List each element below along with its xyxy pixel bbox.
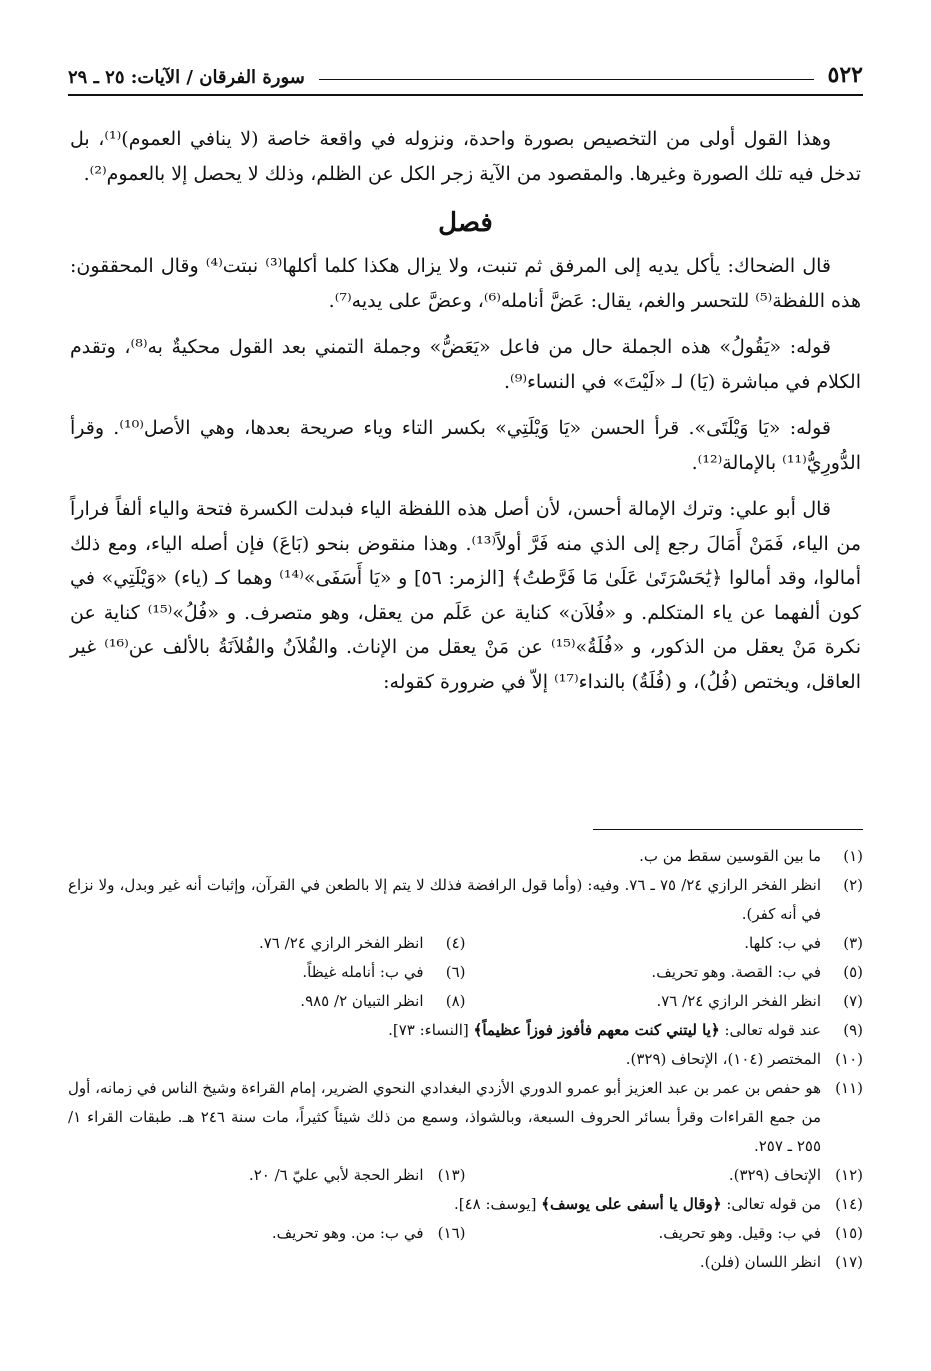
quran-quote: ﴿يا ليتني كنت معهم فأفوز فوزاً عظيماً﴾	[473, 1021, 720, 1039]
footnote-text: انظر الفخر الرازي ٢٤/ ٧٦.	[656, 992, 821, 1010]
footnote-text: المختصر (١٠٤)، الإتحاف (٣٢٩).	[625, 1050, 821, 1068]
footnote-lead: من قوله تعالى:	[726, 1195, 821, 1213]
footnote-text: انظر الفخر الرازي ٢٤/ ٧٥ ـ ٧٦. وفيه: (وأما قول الرافضة فذلك لا يتم إلا بالطعن في القرآن، وإثبات أنه غير وبدل، ولا نزاع في أنه كفر).	[68, 876, 821, 923]
footnote-number: (١١)	[835, 1079, 863, 1097]
footnote-text: انظر الحجة لأبي عليّ ٦/ ٢٠.	[248, 1166, 424, 1184]
footnote	[68, 842, 863, 871]
footnote-lead: عند قوله تعالى:	[724, 1021, 821, 1039]
footnote-row	[68, 1219, 863, 1248]
footnote-separator	[593, 829, 863, 830]
footnote-number: (٥)	[843, 963, 863, 981]
running-header	[68, 52, 863, 96]
footnote-row	[68, 929, 863, 958]
footnote-number: (٨)	[445, 992, 466, 1010]
footnote-number: (١٣)	[437, 1166, 466, 1184]
footnote	[68, 958, 466, 987]
paragraph-4: قوله: «يَا وَيْلَتَى». قرأ الحسن «يَا وَيْلَتِي» بكسر التاء وياء صريحة بعدها، وهي الأصل⁽¹⁰⁾. وقرأ الدُّورِيُّ⁽¹¹⁾ بالإمالة⁽¹²⁾.	[70, 417, 861, 474]
footnote-number: (٤)	[445, 934, 466, 952]
footnote-number: (٩)	[843, 1021, 863, 1039]
footnote-citation: [النساء: ٧٣].	[388, 1021, 469, 1039]
footnote-number: (٢)	[843, 876, 863, 894]
section-heading: فصل	[438, 208, 493, 238]
footnote	[68, 1016, 863, 1045]
footnote-row	[68, 1161, 863, 1190]
footnote	[68, 1248, 863, 1277]
footnote	[466, 958, 864, 987]
paragraph-1: وهذا القول أولى من التخصيص بصورة واحدة، ونزوله في واقعة خاصة (لا ينافي العموم)⁽¹⁾، بل تدخل فيه تلك الصورة وغيرها. والمقصود من الآية زجر الكل عن الظلم، وذلك لا يحصل إلا بالعموم⁽²⁾.	[70, 128, 861, 185]
footnote	[68, 987, 466, 1016]
footnote-number: (٧)	[843, 992, 863, 1010]
footnote-text	[68, 1016, 821, 1045]
footnote	[68, 1219, 466, 1248]
footnote-text: في ب: كلها.	[744, 934, 821, 952]
footnote	[68, 1045, 863, 1074]
footnote	[68, 929, 466, 958]
paragraph-5: قال أبو علي: وترك الإمالة أحسن، لأن أصل هذه اللفظة الياء فبدلت الكسرة فتحة والياء ألفاً فراراً من الياء، فَمَنْ أَمَالَ رجع إلى الذي منه فَرَّ أولاً⁽¹³⁾. وهذا منقوض بنحو (بَاعَ) فإن أصله الياء، ومع ذلك أمالوا، وقد أمالوا ﴿يَٰحَسْرَتَىٰ عَلَىٰ مَا فَرَّطتُ﴾ [الزمر: ٥٦] و «يَا أَسَفَى»⁽¹⁴⁾ وهما كـ (ياء) «وَيْلَتِي» في كون ألفهما عن ياء المتكلم. و «فُلاَن» كناية عن عَلَم من يعقل، وهو متصرف. و «فُلُ»⁽¹⁵⁾ كناية عن نكرة مَنْ يعقل من الذكور، و «فُلَةُ»⁽¹⁵⁾ عن مَنْ يعقل من الإناث. والفُلاَنُ والفُلاَنَةُ بالألف عن⁽¹⁶⁾ غير العاقل، ويختص (فُلُ)، و (فُلَةُ) بالنداء⁽¹⁷⁾ إلاّ في ضرورة كقوله:	[70, 498, 862, 693]
footnote-number: (١٧)	[835, 1253, 863, 1271]
paragraph-2: قال الضحاك: يأكل يديه إلى المرفق ثم تنبت، ولا يزال هكذا كلما أكلها⁽³⁾ نبتت⁽⁴⁾ وقال المحققون: هذه اللفظة⁽⁵⁾ للتحسر والغم، يقال: عَضَّ أنامله⁽⁶⁾، وعضَّ على يديه⁽⁷⁾.	[70, 255, 861, 312]
footnote-text: الإتحاف (٣٢٩).	[728, 1166, 821, 1184]
footnote-citation: [يوسف: ٤٨].	[453, 1195, 537, 1213]
footnote	[466, 1219, 864, 1248]
footnote	[68, 1074, 863, 1161]
footnote	[466, 1161, 864, 1190]
footnote-number: (١)	[843, 847, 863, 865]
footnote-text: في ب: أنامله غيظاً.	[302, 963, 424, 981]
footnote-row	[68, 987, 863, 1016]
footnote-text: انظر التبيان ٢/ ٩٨٥.	[300, 992, 424, 1010]
footnote-text: انظر الفخر الرازي ٢٤/ ٧٦.	[258, 934, 424, 952]
quran-quote: ﴿وقال يا أسفى على يوسف﴾	[541, 1195, 722, 1213]
footnote-number: (١٦)	[437, 1224, 466, 1242]
footnote	[466, 929, 864, 958]
footnote-text: انظر اللسان (فلن).	[699, 1253, 821, 1271]
footnote-text: هو حفص بن عمر بن عبد العزيز أبو عمرو الدوري الأزدي البغدادي النحوي الضرير، إمام القراءة وشيخ الناس في زمانه، أول من جمع القراءات وقرأ بسائر الحروف السبعة، وبالشواذ، وسمع من ذلك شيئاً كثيراً، مات سنة ٢٤٦ هـ. طبقات القراء ١/ ٢٥٥ ـ ٢٥٧.	[68, 1079, 821, 1155]
footnote-text	[68, 1190, 821, 1219]
footnote-text: في ب: القصة. وهو تحريف.	[651, 963, 821, 981]
footnote	[68, 1161, 466, 1190]
footnote-row	[68, 958, 863, 987]
footnote-number: (١٤)	[835, 1195, 863, 1213]
paragraph-3: قوله: «يَقُولُ» هذه الجملة حال من فاعل «يَعَضُّ» وجملة التمني بعد القول محكيةٌ به⁽⁸⁾، وتقدم الكلام في مباشرة (يَا) لـ «لَيْتَ» في النساء⁽⁹⁾.	[70, 336, 861, 393]
header-rule	[319, 79, 814, 80]
footnote-number: (١٠)	[835, 1050, 863, 1068]
footnote-number: (١٥)	[835, 1224, 863, 1242]
running-title: سورة الفرقان / الآيات: ٢٥ ـ ٢٩	[68, 67, 305, 88]
footnote	[68, 871, 863, 929]
footnote	[68, 1190, 863, 1219]
footnotes	[68, 842, 863, 1277]
footnote-number: (١٢)	[835, 1166, 863, 1184]
page-number: ٥٢٢	[827, 62, 863, 88]
footnote-number: (٦)	[445, 963, 466, 981]
footnote-text: في ب: وقيل. وهو تحريف.	[658, 1224, 821, 1242]
footnote-text: ما بين القوسين سقط من ب.	[639, 847, 821, 865]
main-text	[70, 122, 861, 711]
footnote-text: في ب: من. وهو تحريف.	[271, 1224, 424, 1242]
footnote	[466, 987, 864, 1016]
footnote-number: (٣)	[843, 934, 863, 952]
